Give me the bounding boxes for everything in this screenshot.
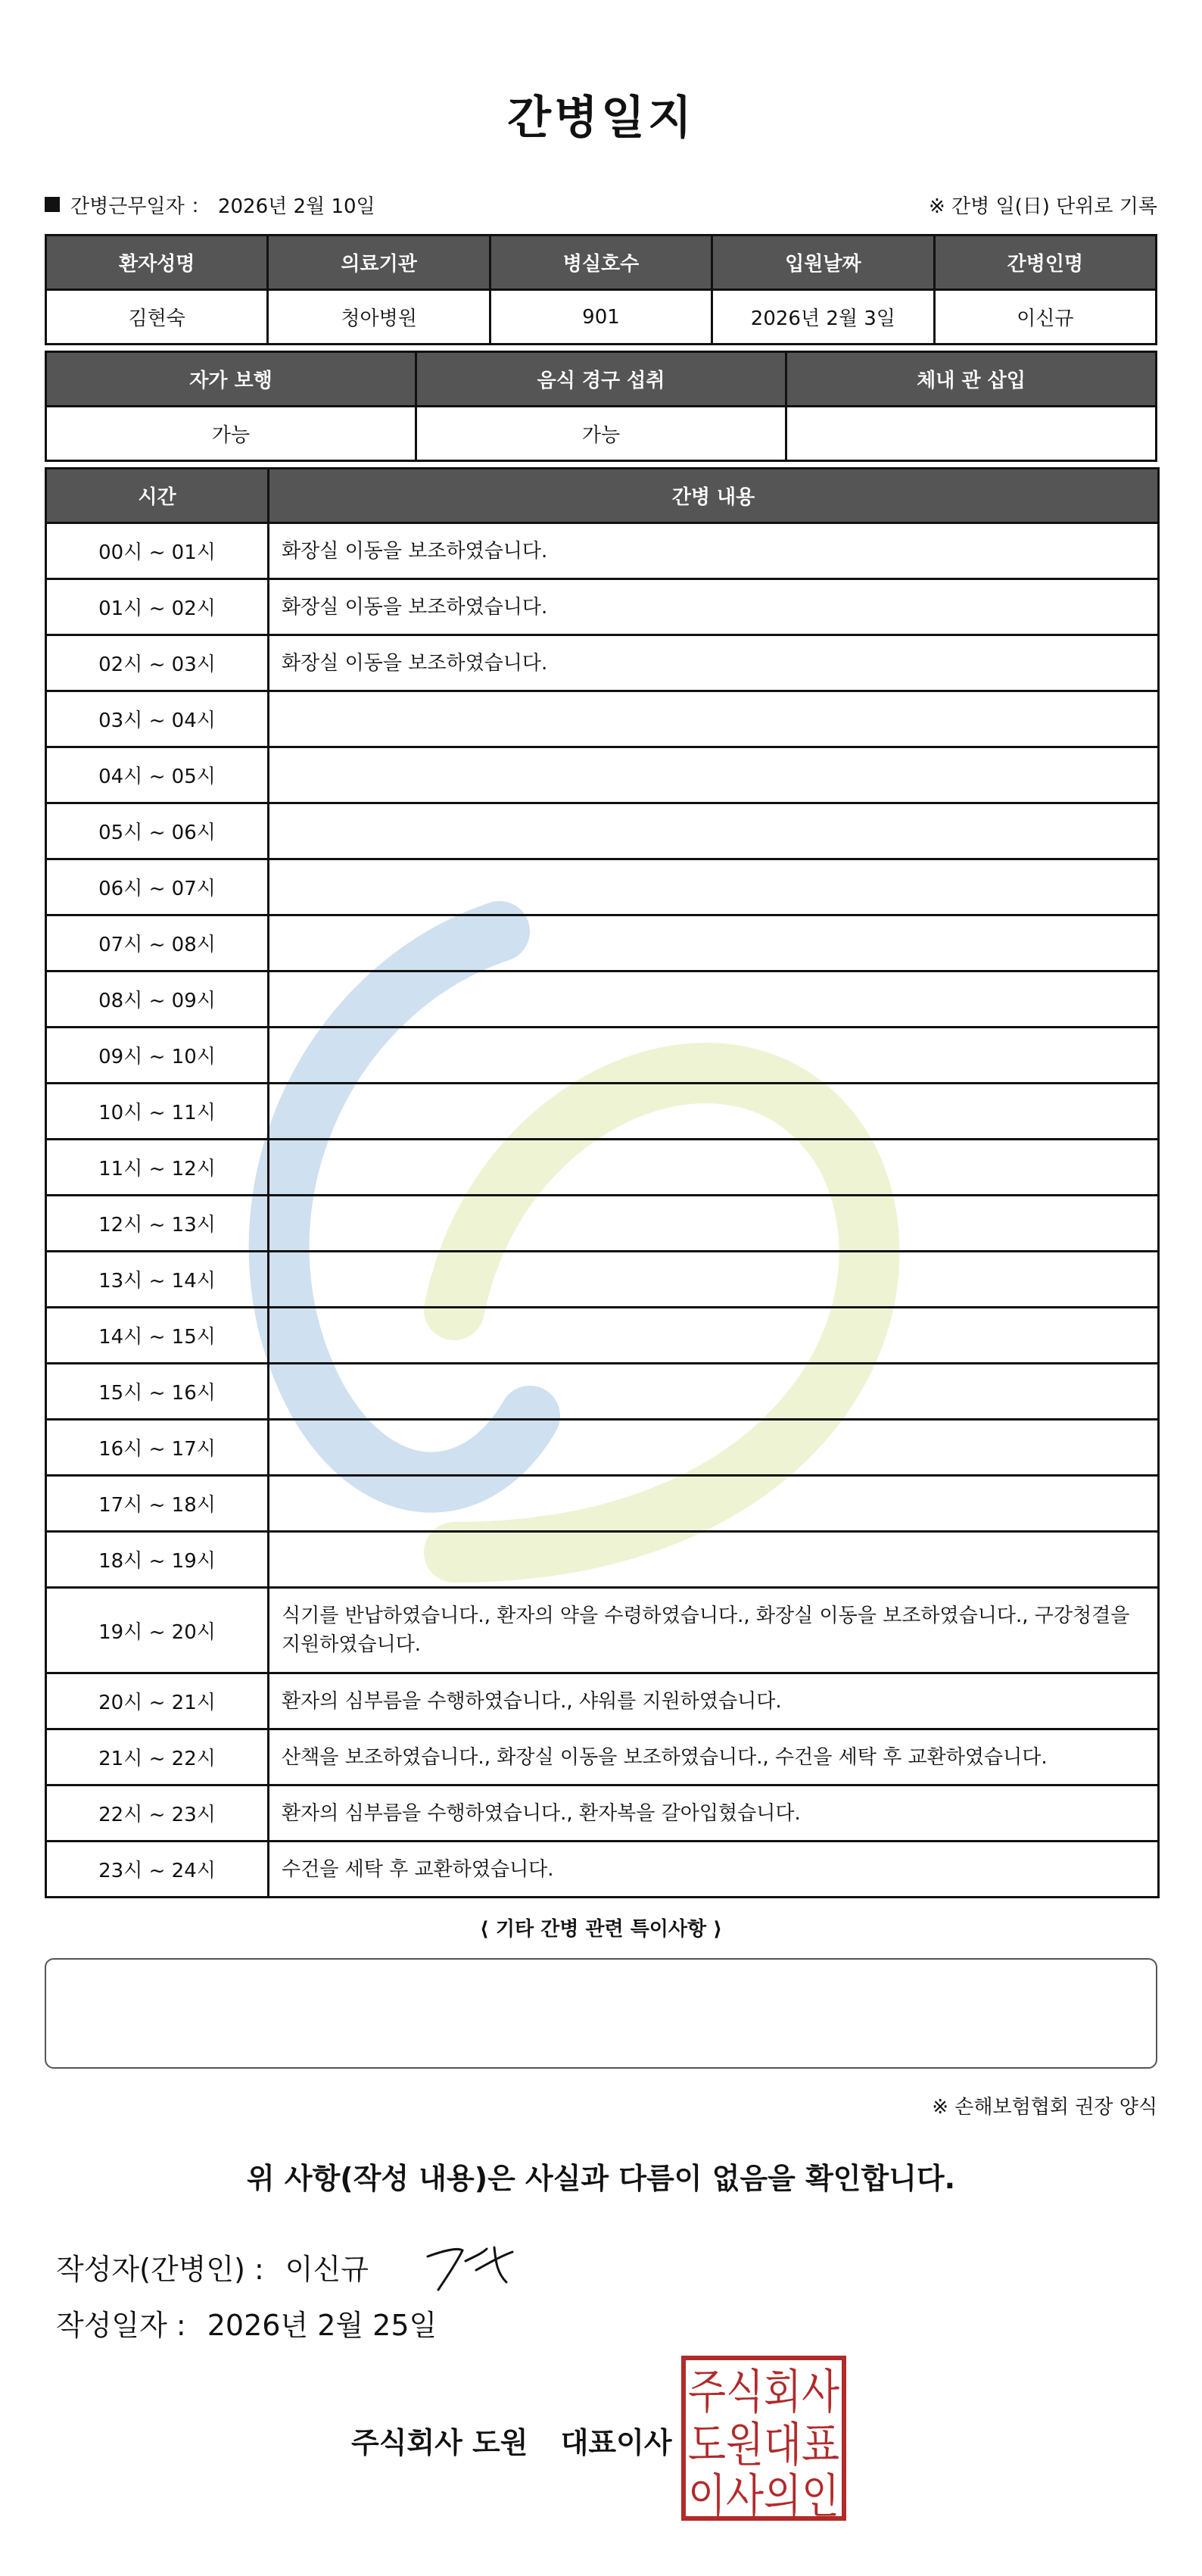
care-log-row: [46, 1588, 1159, 1673]
care-log-content: [269, 915, 1159, 971]
care-log-row: [46, 1532, 1159, 1588]
care-log-time: 22시 ~ 23시: [46, 1785, 269, 1842]
care-log-content: [269, 971, 1159, 1028]
care-log-time: 12시 ~ 13시: [46, 1196, 269, 1252]
care-log-row: [46, 1028, 1159, 1084]
header-hospital: 의료기관: [268, 235, 490, 290]
care-log-header: [46, 469, 1159, 523]
care-log-row: [46, 1673, 1159, 1729]
care-log-content: [269, 1196, 1159, 1252]
header-caregiver-name: 간병인명: [934, 235, 1156, 290]
care-log-time: 13시 ~ 14시: [46, 1252, 269, 1308]
self-walking-value: 가능: [46, 407, 416, 461]
company-signature: [351, 2419, 672, 2461]
care-log-time: 21시 ~ 22시: [46, 1729, 269, 1785]
care-log-time: 09시 ~ 10시: [46, 1028, 269, 1084]
care-log-row: [46, 523, 1159, 579]
confirmation-statement: 위 사항(작성 내용)은 사실과 다름이 없음을 확인합니다.: [246, 2162, 956, 2195]
writer-name: 이신규: [285, 2252, 369, 2286]
work-date-value: 2026년 2월 10일: [217, 195, 375, 218]
care-log-content: [269, 1532, 1159, 1588]
header-time: 시간: [46, 469, 269, 523]
company-title: 대표이사: [560, 2426, 672, 2459]
care-log-row: [46, 1785, 1159, 1842]
oral-intake-value: 가능: [416, 407, 786, 461]
care-log-content: [269, 803, 1159, 859]
care-log-time: 07시 ~ 08시: [46, 915, 269, 971]
header-self-walking: 자가 보행: [46, 352, 416, 407]
care-log-time: 06시 ~ 07시: [46, 859, 269, 915]
work-date-label: 간병근무일자 ：: [70, 195, 210, 218]
hospital-name: 청아병원: [268, 290, 490, 345]
care-log-row: [46, 1140, 1159, 1196]
patient-status-table: [45, 351, 1157, 462]
care-log-row: [46, 1084, 1159, 1140]
care-log-content: 화장실 이동을 보조하였습니다.: [269, 635, 1159, 691]
care-log-row: [46, 1364, 1159, 1420]
record-note: ※ 간병 일(日) 단위로 기록: [928, 195, 1157, 218]
care-log-time: 23시 ~ 24시: [46, 1842, 269, 1898]
care-log-row: [46, 1196, 1159, 1252]
header-patient-name: 환자성명: [46, 235, 268, 290]
care-log-row: [46, 747, 1159, 803]
care-log-content: 식기를 반납하였습니다., 환자의 약을 수령하였습니다., 화장실 이동을 보조하였습니다., 구강청결을 지원하였습니다.: [269, 1588, 1159, 1673]
care-log-time: 18시 ~ 19시: [46, 1532, 269, 1588]
care-log-content: [269, 1028, 1159, 1084]
care-log-content: [269, 691, 1159, 747]
care-log-row: [46, 1842, 1159, 1898]
special-notes-box: [45, 1958, 1157, 2069]
patient-info-table: [45, 234, 1157, 345]
care-log-content: 환자의 심부름을 수행하였습니다., 샤워를 지원하였습니다.: [269, 1673, 1159, 1729]
header-room-number: 병실호수: [490, 235, 712, 290]
care-log-content: [269, 747, 1159, 803]
care-log-row: [46, 1252, 1159, 1308]
square-bullet-icon: [45, 197, 60, 212]
care-log-time: 05시 ~ 06시: [46, 803, 269, 859]
header-admission-date: 입원날짜: [712, 235, 934, 290]
care-log-content: [269, 1364, 1159, 1420]
care-log-time: 20시 ~ 21시: [46, 1673, 269, 1729]
care-log-time: 04시 ~ 05시: [46, 747, 269, 803]
care-log-row: [46, 915, 1159, 971]
care-log-time: 15시 ~ 16시: [46, 1364, 269, 1420]
hourly-care-log-table: [45, 467, 1160, 1898]
care-log-row: [46, 971, 1159, 1028]
care-log-row: [46, 1729, 1159, 1785]
care-log-content: [269, 1420, 1159, 1476]
care-log-row: [46, 1476, 1159, 1532]
admission-date: 2026년 2월 3일: [712, 290, 934, 345]
care-log-content: [269, 1252, 1159, 1308]
recommend-note: ※ 손해보험협회 권장 양식: [932, 2096, 1157, 2119]
care-log-content: [269, 1476, 1159, 1532]
patient-name: 김현숙: [46, 290, 268, 345]
care-log-row: [46, 1308, 1159, 1364]
care-log-content: 산책을 보조하였습니다., 화장실 이동을 보조하였습니다., 수건을 세탁 후 교환하였습니다.: [269, 1729, 1159, 1785]
svg-text:주식회사: 주식회사: [688, 2364, 840, 2419]
care-log-content: [269, 1140, 1159, 1196]
caregiver-name: 이신규: [934, 290, 1156, 345]
care-log-time: 17시 ~ 18시: [46, 1476, 269, 1532]
header-care-content: 간병 내용: [269, 469, 1159, 523]
patient-status-header: [46, 352, 1157, 407]
care-log-content: [269, 859, 1159, 915]
care-log-content: 화장실 이동을 보조하였습니다.: [269, 523, 1159, 579]
care-log-content: [269, 1084, 1159, 1140]
patient-info-values: [46, 290, 1157, 345]
tube-insertion-value: [786, 407, 1157, 461]
room-number: 901: [490, 290, 712, 345]
care-log-row: [46, 635, 1159, 691]
header-tube-insertion: 체내 관 삽입: [786, 352, 1157, 407]
meta-row: [45, 189, 1157, 220]
company-seal-stamp: [680, 2355, 847, 2524]
svg-text:도원대표: 도원대표: [688, 2417, 839, 2472]
care-log-row: [46, 859, 1159, 915]
care-log-row: [46, 579, 1159, 635]
care-log-time: 02시 ~ 03시: [46, 635, 269, 691]
page-title: 간병일지: [507, 92, 695, 145]
svg-text:이사의인: 이사의인: [688, 2468, 839, 2524]
care-log-content: 환자의 심부름을 수행하였습니다., 환자복을 갈아입혔습니다.: [269, 1785, 1159, 1842]
care-log-time: 00시 ~ 01시: [46, 523, 269, 579]
company-name: 주식회사 도원: [351, 2426, 528, 2459]
care-log-time: 11시 ~ 12시: [46, 1140, 269, 1196]
care-log-time: 16시 ~ 17시: [46, 1420, 269, 1476]
work-date: [45, 191, 375, 219]
written-date-label: 작성일자 :: [56, 2309, 186, 2342]
writer-row: [56, 2240, 520, 2293]
care-log-content: [269, 1308, 1159, 1364]
care-log-time: 08시 ~ 09시: [46, 971, 269, 1028]
writer-label: 작성자(간병인) :: [56, 2252, 264, 2286]
care-log-time: 10시 ~ 11시: [46, 1084, 269, 1140]
care-log-time: 14시 ~ 15시: [46, 1308, 269, 1364]
care-log-row: [46, 1420, 1159, 1476]
header-oral-intake: 음식 경구 섭취: [416, 352, 786, 407]
notes-label: ⟨ 기타 간병 관련 특이사항 ⟩: [479, 1918, 723, 1941]
care-log-time: 19시 ~ 20시: [46, 1588, 269, 1673]
care-log-content: 화장실 이동을 보조하였습니다.: [269, 579, 1159, 635]
care-log-body: [46, 523, 1159, 1898]
patient-info-header: [46, 235, 1157, 290]
care-log-row: [46, 691, 1159, 747]
written-date-row: [56, 2302, 437, 2344]
signature: [422, 2240, 520, 2293]
written-date-value: 2026년 2월 25일: [207, 2309, 438, 2342]
care-log-content: 수건을 세탁 후 교환하였습니다.: [269, 1842, 1159, 1898]
patient-status-values: [46, 407, 1157, 461]
care-log-row: [46, 803, 1159, 859]
care-log-time: 03시 ~ 04시: [46, 691, 269, 747]
care-log-time: 01시 ~ 02시: [46, 579, 269, 635]
